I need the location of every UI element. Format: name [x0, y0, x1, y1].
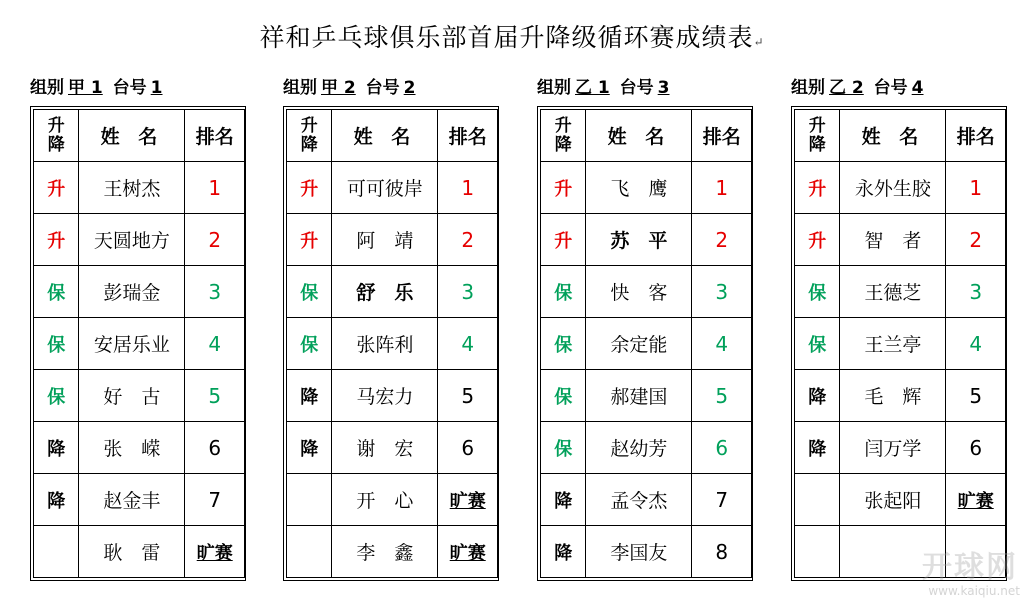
status-text: 保 — [554, 282, 573, 304]
rank-value: 6 — [461, 435, 475, 460]
rank-cell — [946, 162, 1006, 214]
name-cell — [586, 526, 692, 578]
header-rank-text: 排名 — [956, 126, 995, 148]
rank-value: 1 — [461, 175, 475, 200]
name-cell — [840, 162, 946, 214]
table-label: 台号 — [112, 78, 147, 98]
table-number: 2 — [403, 78, 416, 98]
table-row — [34, 162, 245, 214]
group-value: 乙 2 — [829, 78, 864, 98]
rank-value: 2 — [208, 227, 222, 252]
group-table-4 — [791, 76, 1007, 581]
status-text: 保 — [47, 386, 66, 408]
status-text: 降 — [300, 386, 319, 408]
player-name: 王德芝 — [864, 282, 922, 304]
status-text: 降 — [47, 438, 66, 460]
table-row — [795, 266, 1006, 318]
name-cell — [79, 526, 185, 578]
status-text: 降 — [47, 490, 66, 512]
status-text: 保 — [300, 334, 319, 356]
rank-value: 2 — [715, 227, 729, 252]
rank-cell — [438, 162, 498, 214]
header-rank-text: 排名 — [702, 126, 741, 148]
player-name: 王树杰 — [103, 178, 161, 200]
header-name-text: 姓 名 — [100, 126, 164, 148]
status-cell — [287, 474, 332, 526]
status-cell — [287, 214, 332, 266]
table-row — [287, 266, 498, 318]
header-name — [840, 110, 946, 162]
table-frame — [537, 106, 753, 581]
rank-value: 8 — [715, 539, 729, 564]
group-value: 甲 2 — [321, 78, 356, 98]
status-cell — [34, 474, 79, 526]
status-text: 升 — [300, 178, 319, 200]
rank-cell — [438, 526, 498, 578]
status-cell — [795, 266, 840, 318]
header-rank-text: 排名 — [448, 126, 487, 148]
status-cell — [541, 266, 586, 318]
rank-cell — [185, 474, 245, 526]
name-cell — [840, 214, 946, 266]
group-label: 组别 — [30, 78, 64, 98]
header-status — [34, 110, 79, 162]
header-status-text: 升降 — [808, 115, 826, 155]
header-status — [795, 110, 840, 162]
group-header — [30, 76, 246, 100]
name-cell — [840, 422, 946, 474]
rank-value: 1 — [969, 175, 983, 200]
group-value: 乙 1 — [575, 78, 610, 98]
name-cell — [332, 318, 438, 370]
player-name: 马宏力 — [356, 386, 414, 408]
table-row — [541, 422, 752, 474]
table-row — [34, 526, 245, 578]
name-cell — [840, 318, 946, 370]
header-status-text: 升降 — [300, 115, 318, 155]
rank-value: 1 — [208, 175, 222, 200]
table-frame — [30, 106, 246, 581]
player-name: 李 鑫 — [356, 542, 414, 564]
table-label: 台号 — [873, 78, 908, 98]
rank-cell — [692, 526, 752, 578]
rank-cell — [438, 318, 498, 370]
player-name: 谢 宏 — [356, 438, 414, 460]
player-name: 毛 辉 — [864, 386, 922, 408]
status-cell — [34, 162, 79, 214]
rank-cell — [692, 266, 752, 318]
table-row — [541, 266, 752, 318]
rank-value: 5 — [715, 383, 729, 408]
player-name: 孟令杰 — [610, 490, 668, 512]
rank-cell — [185, 318, 245, 370]
status-text: 升 — [554, 230, 573, 252]
header-status-text: 升降 — [554, 115, 572, 155]
table-row — [541, 318, 752, 370]
rank-value: 7 — [715, 487, 729, 512]
status-cell — [541, 318, 586, 370]
name-cell — [840, 474, 946, 526]
name-cell — [332, 422, 438, 474]
table-frame — [283, 106, 499, 581]
table-label: 台号 — [365, 78, 400, 98]
table-row — [541, 162, 752, 214]
name-cell — [79, 266, 185, 318]
header-name-text: 姓 名 — [607, 126, 671, 148]
rank-value: 2 — [461, 227, 475, 252]
status-text: 降 — [554, 490, 573, 512]
table-row — [34, 214, 245, 266]
header-name-text: 姓 名 — [353, 126, 417, 148]
header-row — [287, 110, 498, 162]
player-name: 阿 靖 — [356, 230, 414, 252]
status-cell — [795, 318, 840, 370]
status-cell — [34, 422, 79, 474]
group-value: 甲 1 — [68, 78, 103, 98]
status-cell — [287, 370, 332, 422]
table-row — [541, 370, 752, 422]
rank-cell — [185, 370, 245, 422]
group-table-3 — [537, 76, 753, 581]
group-table-1 — [30, 76, 246, 581]
status-cell — [795, 162, 840, 214]
status-cell — [287, 266, 332, 318]
status-text: 降 — [554, 542, 573, 564]
header-name-text: 姓 名 — [861, 126, 925, 148]
table-frame — [791, 106, 1007, 581]
group-header — [791, 76, 1007, 100]
table-row — [795, 162, 1006, 214]
name-cell — [332, 266, 438, 318]
rank-value: 2 — [969, 227, 983, 252]
status-text: 降 — [808, 386, 827, 408]
rank-cell — [692, 214, 752, 266]
rank-value: 6 — [969, 435, 983, 460]
watermark-logo: 开球网 — [922, 550, 1018, 585]
status-cell — [541, 370, 586, 422]
status-text: 降 — [808, 438, 827, 460]
header-name — [79, 110, 185, 162]
table-number: 4 — [911, 78, 924, 98]
rank-cell — [946, 318, 1006, 370]
rank-cell — [185, 266, 245, 318]
player-name: 开 心 — [356, 490, 414, 512]
player-name: 闫万学 — [864, 438, 922, 460]
status-cell — [795, 214, 840, 266]
name-cell — [586, 370, 692, 422]
status-cell — [541, 162, 586, 214]
header-rank — [692, 110, 752, 162]
player-name: 天圆地方 — [93, 230, 170, 252]
status-text: 升 — [554, 178, 573, 200]
rank-value: 7 — [208, 487, 222, 512]
rank-value: 4 — [461, 331, 475, 356]
status-cell — [795, 526, 840, 578]
table-row — [34, 318, 245, 370]
name-cell — [79, 162, 185, 214]
rank-value: 1 — [715, 175, 729, 200]
name-cell — [79, 422, 185, 474]
table-row — [287, 162, 498, 214]
table-row — [795, 214, 1006, 266]
player-name: 永外生胶 — [854, 178, 931, 200]
player-name: 好 古 — [103, 386, 161, 408]
rank-value: 4 — [208, 331, 222, 356]
header-rank-text: 排名 — [195, 126, 234, 148]
rank-value: 3 — [715, 279, 729, 304]
table-row — [541, 526, 752, 578]
rank-cell — [438, 214, 498, 266]
rank-cell — [692, 474, 752, 526]
rank-cell — [946, 422, 1006, 474]
header-name — [332, 110, 438, 162]
status-cell — [795, 370, 840, 422]
status-text: 升 — [808, 230, 827, 252]
status-cell — [287, 162, 332, 214]
rank-cell — [692, 318, 752, 370]
player-name: 王兰亭 — [864, 334, 922, 356]
table-number: 3 — [657, 78, 670, 98]
name-cell — [332, 474, 438, 526]
rank-value: 3 — [461, 279, 475, 304]
rank-cell — [185, 422, 245, 474]
table-row — [795, 370, 1006, 422]
status-cell — [541, 214, 586, 266]
name-cell — [79, 370, 185, 422]
player-name: 李国友 — [610, 542, 668, 564]
player-name: 智 者 — [864, 230, 922, 252]
rank-value: 5 — [969, 383, 983, 408]
table-row — [541, 214, 752, 266]
status-text: 升 — [47, 178, 66, 200]
rank-cell — [946, 474, 1006, 526]
status-cell — [34, 318, 79, 370]
player-name: 舒 乐 — [356, 282, 414, 304]
results-table — [33, 109, 245, 578]
player-name: 彭瑞金 — [103, 282, 161, 304]
player-name: 郝建国 — [610, 386, 668, 408]
name-cell — [586, 422, 692, 474]
rank-value: 旷赛 — [449, 542, 486, 564]
status-text: 保 — [554, 386, 573, 408]
player-name: 张起阳 — [864, 490, 922, 512]
group-table-2 — [283, 76, 499, 581]
status-text: 升 — [47, 230, 66, 252]
rank-cell — [185, 162, 245, 214]
status-text: 保 — [808, 282, 827, 304]
status-text: 降 — [300, 438, 319, 460]
player-name: 张阵利 — [356, 334, 414, 356]
rank-cell — [438, 422, 498, 474]
table-row — [287, 370, 498, 422]
rank-cell — [185, 214, 245, 266]
table-number: 1 — [150, 78, 163, 98]
name-cell — [586, 474, 692, 526]
table-row — [34, 422, 245, 474]
table-label: 台号 — [619, 78, 654, 98]
status-cell — [541, 474, 586, 526]
status-text: 升 — [808, 178, 827, 200]
rank-value: 旷赛 — [196, 542, 233, 564]
rank-cell — [438, 370, 498, 422]
header-rank — [946, 110, 1006, 162]
rank-value: 4 — [715, 331, 729, 356]
player-name: 赵幼芳 — [610, 438, 668, 460]
rank-cell — [946, 266, 1006, 318]
table-row — [34, 370, 245, 422]
name-cell — [332, 162, 438, 214]
rank-cell — [185, 526, 245, 578]
name-cell — [586, 214, 692, 266]
status-cell — [795, 422, 840, 474]
rank-cell — [438, 474, 498, 526]
results-table — [540, 109, 752, 578]
status-cell — [795, 474, 840, 526]
player-name: 飞 鹰 — [610, 178, 668, 200]
table-row — [34, 474, 245, 526]
name-cell — [332, 214, 438, 266]
table-row — [795, 318, 1006, 370]
rank-cell — [692, 162, 752, 214]
table-row — [287, 526, 498, 578]
rank-value: 3 — [969, 279, 983, 304]
rank-cell — [946, 214, 1006, 266]
status-text: 升 — [300, 230, 319, 252]
rank-value: 6 — [208, 435, 222, 460]
player-name: 苏 平 — [610, 230, 668, 252]
rank-value: 旷赛 — [449, 490, 486, 512]
table-row — [795, 422, 1006, 474]
group-header — [537, 76, 753, 100]
status-cell — [541, 526, 586, 578]
name-cell — [840, 370, 946, 422]
table-row — [287, 214, 498, 266]
watermark-url: www.kaiqiu.net — [928, 584, 1020, 598]
name-cell — [586, 318, 692, 370]
table-row — [287, 474, 498, 526]
header-status — [541, 110, 586, 162]
player-name: 余定能 — [610, 334, 668, 356]
name-cell — [332, 526, 438, 578]
status-text: 保 — [554, 438, 573, 460]
name-cell — [79, 318, 185, 370]
header-row — [34, 110, 245, 162]
player-name: 耿 雷 — [103, 542, 161, 564]
status-cell — [287, 318, 332, 370]
group-label: 组别 — [791, 78, 825, 98]
rank-value: 旷赛 — [957, 490, 994, 512]
rank-cell — [438, 266, 498, 318]
status-cell — [34, 214, 79, 266]
status-cell — [541, 422, 586, 474]
player-name: 赵金丰 — [103, 490, 161, 512]
name-cell — [332, 370, 438, 422]
name-cell — [79, 474, 185, 526]
player-name: 安居乐业 — [93, 334, 170, 356]
table-row — [795, 474, 1006, 526]
table-row — [541, 474, 752, 526]
status-text: 保 — [300, 282, 319, 304]
table-row — [287, 422, 498, 474]
header-rank — [438, 110, 498, 162]
status-text: 保 — [47, 282, 66, 304]
results-table — [794, 109, 1006, 578]
rank-value: 4 — [969, 331, 983, 356]
status-text: 保 — [808, 334, 827, 356]
table-row — [34, 266, 245, 318]
name-cell — [840, 266, 946, 318]
rank-value: 3 — [208, 279, 222, 304]
table-row — [287, 318, 498, 370]
header-row — [795, 110, 1006, 162]
status-text: 保 — [554, 334, 573, 356]
rank-value: 5 — [461, 383, 475, 408]
header-row — [541, 110, 752, 162]
results-table — [286, 109, 498, 578]
status-text: 保 — [47, 334, 66, 356]
status-cell — [34, 266, 79, 318]
status-cell — [34, 526, 79, 578]
rank-cell — [692, 422, 752, 474]
page-title: 祥和乒乓球俱乐部首届升降级循环赛成绩表↵ — [259, 23, 765, 52]
group-label: 组别 — [283, 78, 317, 98]
status-cell — [287, 526, 332, 578]
header-rank — [185, 110, 245, 162]
rank-cell — [946, 370, 1006, 422]
player-name: 快 客 — [610, 282, 668, 304]
name-cell — [586, 266, 692, 318]
header-status — [287, 110, 332, 162]
player-name: 张 嵘 — [103, 438, 161, 460]
header-status-text: 升降 — [47, 115, 65, 155]
group-label: 组别 — [537, 78, 571, 98]
status-cell — [287, 422, 332, 474]
status-cell — [34, 370, 79, 422]
rank-cell — [692, 370, 752, 422]
player-name: 可可彼岸 — [346, 178, 423, 200]
name-cell — [586, 162, 692, 214]
rank-value: 6 — [715, 435, 729, 460]
name-cell — [79, 214, 185, 266]
rank-value: 5 — [208, 383, 222, 408]
group-header — [283, 76, 499, 100]
header-name — [586, 110, 692, 162]
